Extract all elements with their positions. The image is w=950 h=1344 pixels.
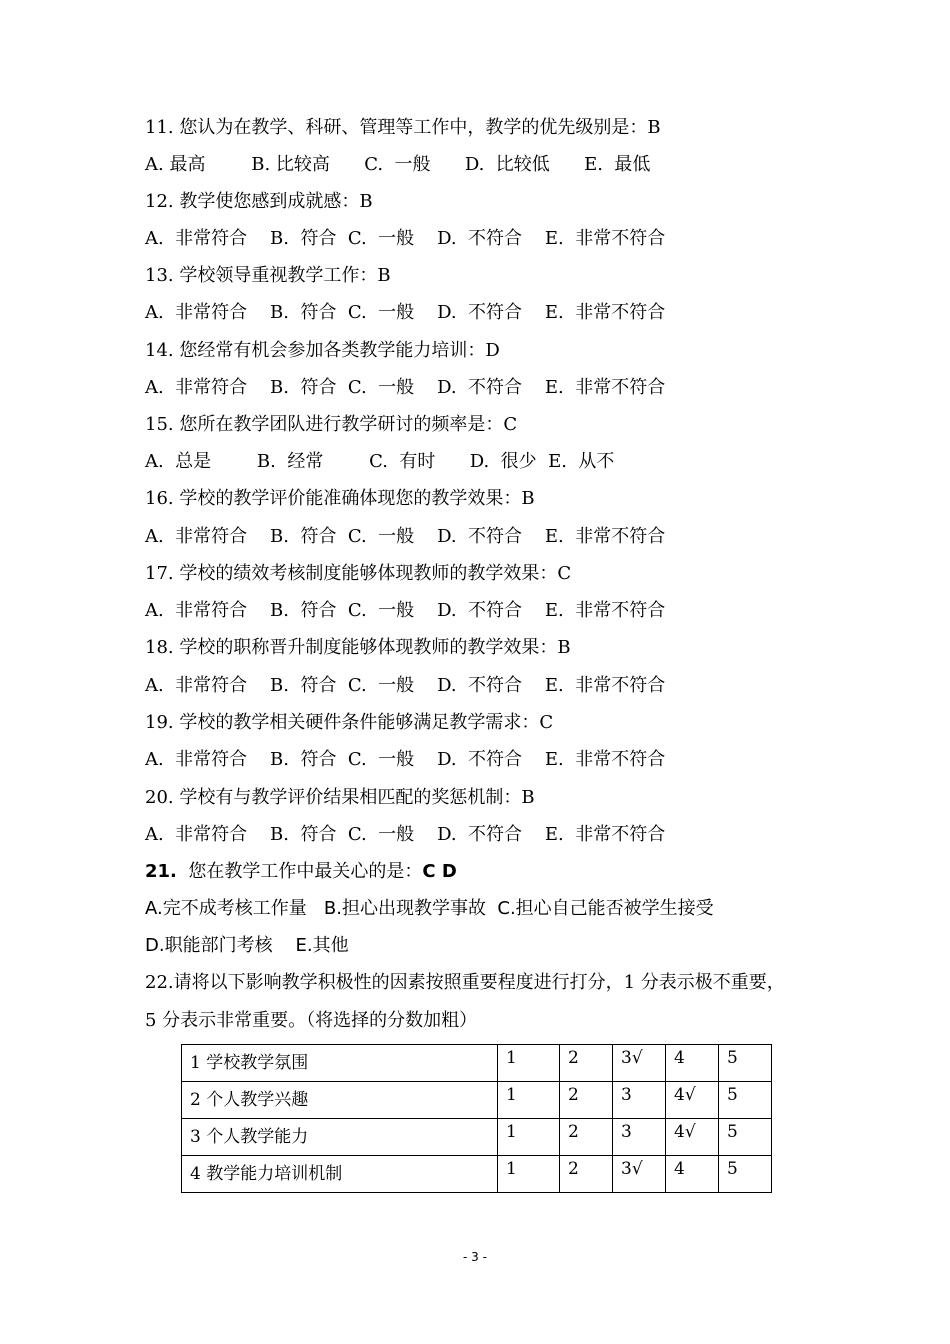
score-cell: 1 xyxy=(498,1156,560,1193)
table-row xyxy=(182,1045,772,1082)
question-11: 11. 您认为在教学、科研、管理等工作中，教学的优先级别是：B xyxy=(145,117,661,138)
options-16: A. 非常符合 B. 符合 C. 一般 D. 不符合 E. 非常不符合 xyxy=(145,526,666,547)
factor-name: 4 教学能力培训机制 xyxy=(182,1156,498,1193)
score-cell: 5 xyxy=(719,1045,772,1082)
page-number: - 3 - xyxy=(463,1250,487,1264)
score-cell: 1 xyxy=(498,1082,560,1119)
score-cell: 4√ xyxy=(666,1082,719,1119)
question-20: 20. 学校有与教学评价结果相匹配的奖惩机制：B xyxy=(145,787,535,808)
options-15: A. 总是 B. 经常 C. 有时 D. 很少 E. 从不 xyxy=(145,451,615,472)
options-13: A. 非常符合 B. 符合 C. 一般 D. 不符合 E. 非常不符合 xyxy=(145,302,666,323)
question-22-line2: 5 分表示非常重要。（将选择的分数加粗） xyxy=(145,1010,478,1031)
options-11: A. 最高 B. 比较高 C. 一般 D. 比较低 E. 最低 xyxy=(145,154,651,175)
options-18: A. 非常符合 B. 符合 C. 一般 D. 不符合 E. 非常不符合 xyxy=(145,675,666,696)
table-row xyxy=(182,1119,772,1156)
question-19: 19. 学校的教学相关硬件条件能够满足教学需求：C xyxy=(145,712,554,733)
score-cell: 1 xyxy=(498,1045,560,1082)
options-21-line1: A.完不成考核工作量 B.担心出现教学事故 C.担心自己能否被学生接受 xyxy=(145,898,714,919)
score-cell: 3√ xyxy=(613,1156,666,1193)
score-cell: 5 xyxy=(719,1119,772,1156)
options-17: A. 非常符合 B. 符合 C. 一般 D. 不符合 E. 非常不符合 xyxy=(145,600,666,621)
question-21 xyxy=(145,860,457,884)
question-21-answer: C D xyxy=(422,861,457,882)
question-17: 17. 学校的绩效考核制度能够体现教师的教学效果：C xyxy=(145,563,572,584)
score-cell: 5 xyxy=(719,1082,772,1119)
question-16: 16. 学校的教学评价能准确体现您的教学效果：B xyxy=(145,488,535,509)
table-row xyxy=(182,1156,772,1193)
options-21-line2: D.职能部门考核 E.其他 xyxy=(145,935,349,956)
question-14: 14. 您经常有机会参加各类教学能力培训：D xyxy=(145,340,500,361)
question-21-text: 您在教学工作中最关心的是： xyxy=(176,861,423,882)
options-20: A. 非常符合 B. 符合 C. 一般 D. 不符合 E. 非常不符合 xyxy=(145,824,666,845)
score-cell: 2 xyxy=(560,1119,613,1156)
question-22-line1: 22.请将以下影响教学积极性的因素按照重要程度进行打分，1 分表示极不重要， xyxy=(145,972,785,993)
score-cell: 4 xyxy=(666,1045,719,1082)
score-cell: 4√ xyxy=(666,1119,719,1156)
question-13: 13. 学校领导重视教学工作：B xyxy=(145,265,391,286)
score-cell: 2 xyxy=(560,1082,613,1119)
question-12: 12. 教学使您感到成就感：B xyxy=(145,191,373,212)
score-table xyxy=(181,1044,772,1193)
options-19: A. 非常符合 B. 符合 C. 一般 D. 不符合 E. 非常不符合 xyxy=(145,749,666,770)
table-row xyxy=(182,1082,772,1119)
question-21-number: 21. xyxy=(145,861,177,882)
score-cell: 3 xyxy=(613,1082,666,1119)
score-cell: 1 xyxy=(498,1119,560,1156)
score-cell: 2 xyxy=(560,1156,613,1193)
score-cell: 2 xyxy=(560,1045,613,1082)
score-cell: 3 xyxy=(613,1119,666,1156)
score-cell: 4 xyxy=(666,1156,719,1193)
factor-name: 3 个人教学能力 xyxy=(182,1119,498,1156)
factor-name: 2 个人教学兴趣 xyxy=(182,1082,498,1119)
options-14: A. 非常符合 B. 符合 C. 一般 D. 不符合 E. 非常不符合 xyxy=(145,377,666,398)
question-15: 15. 您所在教学团队进行教学研讨的频率是：C xyxy=(145,414,518,435)
score-cell: 5 xyxy=(719,1156,772,1193)
question-18: 18. 学校的职称晋升制度能够体现教师的教学效果：B xyxy=(145,637,571,658)
factor-name: 1 学校教学氛围 xyxy=(182,1045,498,1082)
score-cell: 3√ xyxy=(613,1045,666,1082)
options-12: A. 非常符合 B. 符合 C. 一般 D. 不符合 E. 非常不符合 xyxy=(145,228,666,249)
